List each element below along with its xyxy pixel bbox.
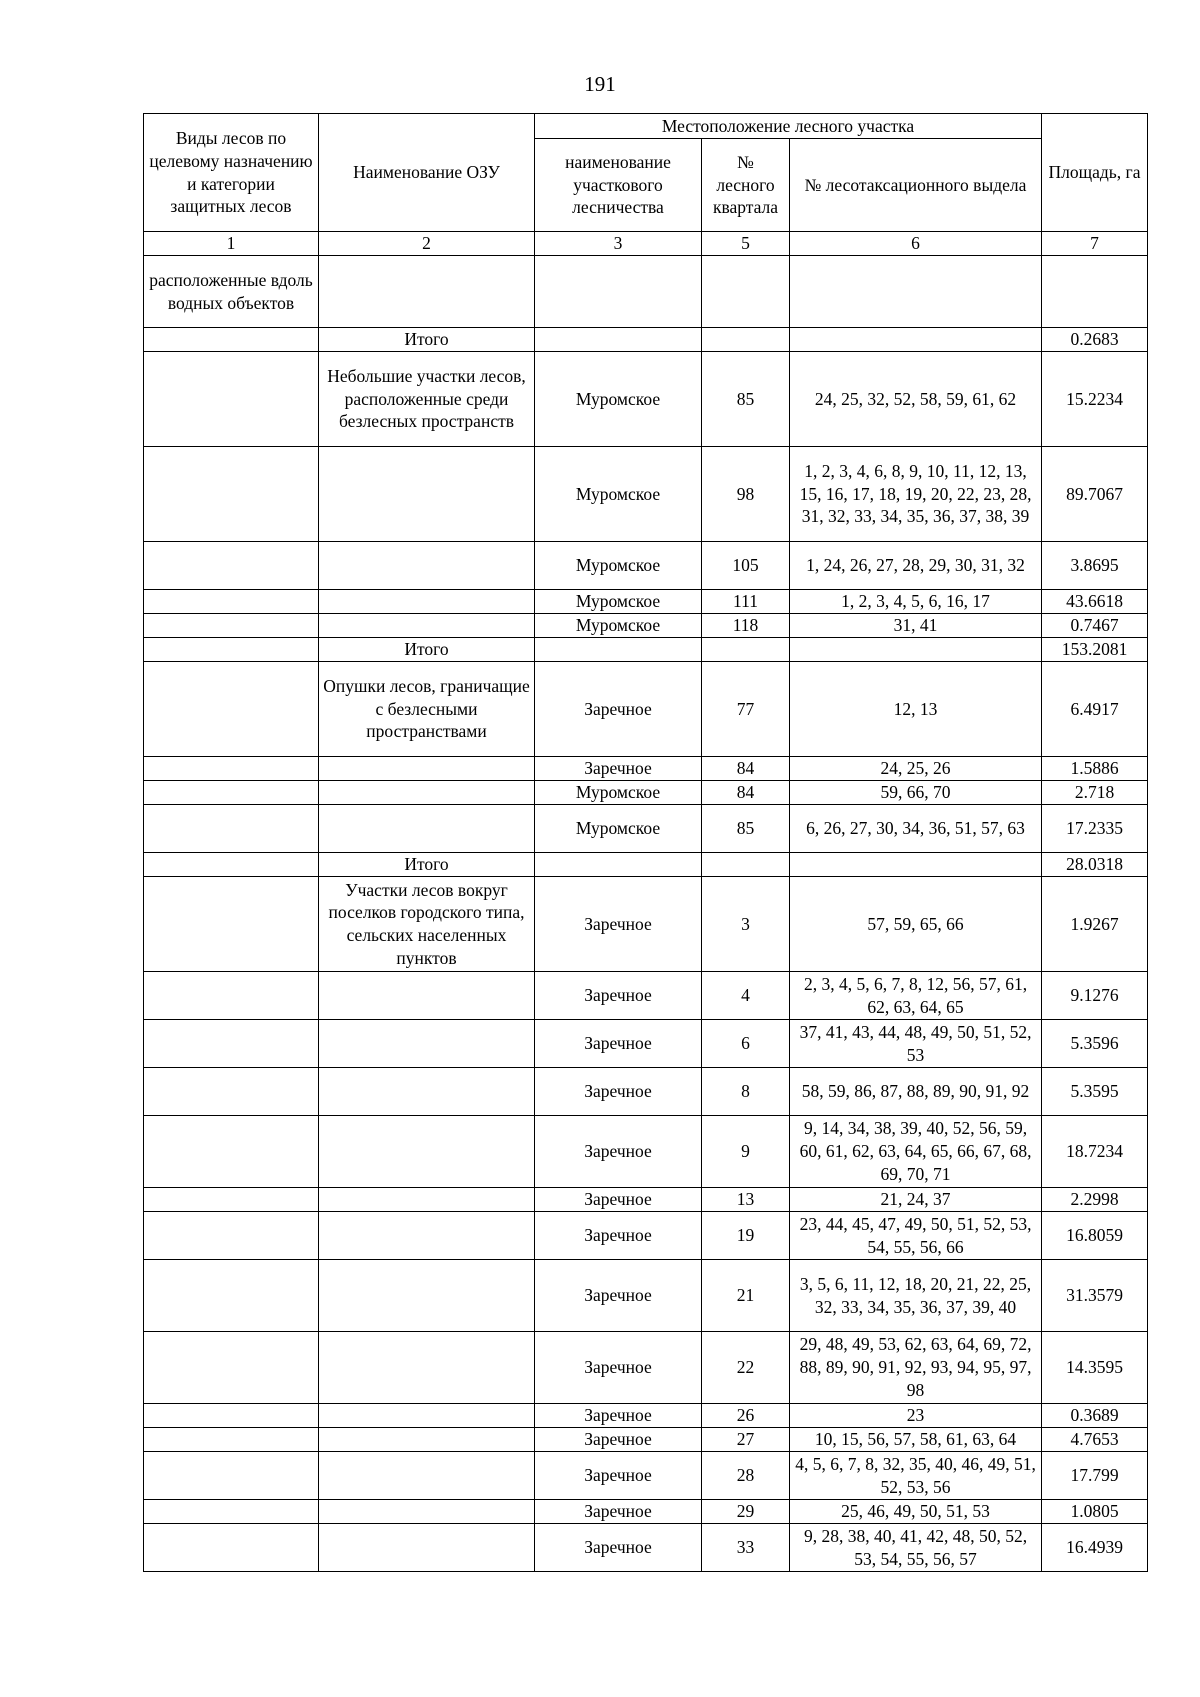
cell-quarter: 21 bbox=[702, 1260, 790, 1332]
cell-area: 0.3689 bbox=[1042, 1404, 1148, 1428]
cell-allotments: 29, 48, 49, 53, 62, 63, 64, 69, 72, 88, 89, 90, 91, 92, 93, 94, 95, 97, 98 bbox=[790, 1332, 1042, 1404]
cell-ozu-name: Опушки лесов, граничащие с безлесными пространствами bbox=[319, 662, 535, 757]
header-col-number: 2 bbox=[319, 232, 535, 256]
cell-quarter bbox=[702, 328, 790, 352]
cell-forest-type bbox=[144, 972, 319, 1020]
cell-area: 31.3579 bbox=[1042, 1260, 1148, 1332]
cell-forestry: Заречное bbox=[535, 757, 702, 781]
cell-ozu-name bbox=[319, 1524, 535, 1572]
cell-area: 0.7467 bbox=[1042, 614, 1148, 638]
cell-area: 1.9267 bbox=[1042, 877, 1148, 972]
cell-forestry: Заречное bbox=[535, 1500, 702, 1524]
cell-forestry: Заречное bbox=[535, 1116, 702, 1188]
cell-ozu-name bbox=[319, 614, 535, 638]
cell-forest-type bbox=[144, 781, 319, 805]
cell-ozu-name bbox=[319, 590, 535, 614]
cell-quarter: 33 bbox=[702, 1524, 790, 1572]
cell-ozu-name bbox=[319, 972, 535, 1020]
table-row bbox=[144, 1428, 1148, 1452]
cell-forest-type bbox=[144, 328, 319, 352]
cell-quarter: 85 bbox=[702, 805, 790, 853]
cell-quarter: 22 bbox=[702, 1332, 790, 1404]
cell-area: 1.5886 bbox=[1042, 757, 1148, 781]
cell-ozu-name bbox=[319, 256, 535, 328]
cell-allotments: 31, 41 bbox=[790, 614, 1042, 638]
table-row bbox=[144, 328, 1148, 352]
table-row bbox=[144, 590, 1148, 614]
table-row bbox=[144, 352, 1148, 447]
table-row bbox=[144, 662, 1148, 757]
table-row bbox=[144, 256, 1148, 328]
cell-area: 17.2335 bbox=[1042, 805, 1148, 853]
cell-forestry: Заречное bbox=[535, 972, 702, 1020]
cell-area: 9.1276 bbox=[1042, 972, 1148, 1020]
cell-forest-type bbox=[144, 1428, 319, 1452]
cell-forest-type bbox=[144, 805, 319, 853]
cell-allotments: 4, 5, 6, 7, 8, 32, 35, 40, 46, 49, 51, 52, 53, 56 bbox=[790, 1452, 1042, 1500]
cell-ozu-name bbox=[319, 1260, 535, 1332]
cell-area: 16.4939 bbox=[1042, 1524, 1148, 1572]
cell-forest-type bbox=[144, 1116, 319, 1188]
cell-quarter: 13 bbox=[702, 1188, 790, 1212]
cell-ozu-name bbox=[319, 1500, 535, 1524]
cell-allotments bbox=[790, 853, 1042, 877]
cell-ozu-name: Итого bbox=[319, 638, 535, 662]
table-row bbox=[144, 1260, 1148, 1332]
cell-forest-type bbox=[144, 447, 319, 542]
cell-quarter: 9 bbox=[702, 1116, 790, 1188]
cell-quarter: 19 bbox=[702, 1212, 790, 1260]
table-row bbox=[144, 877, 1148, 972]
cell-ozu-name bbox=[319, 1212, 535, 1260]
cell-area: 16.8059 bbox=[1042, 1212, 1148, 1260]
cell-ozu-name: Итого bbox=[319, 328, 535, 352]
cell-forest-type bbox=[144, 590, 319, 614]
cell-quarter bbox=[702, 256, 790, 328]
cell-allotments: 23 bbox=[790, 1404, 1042, 1428]
cell-allotments: 25, 46, 49, 50, 51, 53 bbox=[790, 1500, 1042, 1524]
cell-forest-type bbox=[144, 542, 319, 590]
cell-area: 0.2683 bbox=[1042, 328, 1148, 352]
cell-forestry: Заречное bbox=[535, 1212, 702, 1260]
cell-area: 89.7067 bbox=[1042, 447, 1148, 542]
cell-allotments: 23, 44, 45, 47, 49, 50, 51, 52, 53, 54, 55, 56, 66 bbox=[790, 1212, 1042, 1260]
cell-forest-type bbox=[144, 1500, 319, 1524]
cell-quarter: 84 bbox=[702, 757, 790, 781]
cell-forestry: Муромское bbox=[535, 590, 702, 614]
cell-area: 4.7653 bbox=[1042, 1428, 1148, 1452]
cell-forestry: Муромское bbox=[535, 542, 702, 590]
cell-allotments: 3, 5, 6, 11, 12, 18, 20, 21, 22, 25, 32, 33, 34, 35, 36, 37, 39, 40 bbox=[790, 1260, 1042, 1332]
cell-area: 5.3596 bbox=[1042, 1020, 1148, 1068]
header-location-group: Местоположение лесного участка bbox=[535, 114, 1042, 139]
cell-ozu-name: Небольшие участки лесов, расположенные среди безлесных пространств bbox=[319, 352, 535, 447]
cell-forestry: Заречное bbox=[535, 1260, 702, 1332]
cell-ozu-name bbox=[319, 1404, 535, 1428]
cell-ozu-name: Итого bbox=[319, 853, 535, 877]
cell-quarter: 118 bbox=[702, 614, 790, 638]
cell-ozu-name bbox=[319, 805, 535, 853]
cell-allotments bbox=[790, 638, 1042, 662]
cell-forestry bbox=[535, 256, 702, 328]
cell-quarter: 111 bbox=[702, 590, 790, 614]
cell-quarter: 85 bbox=[702, 352, 790, 447]
cell-forest-type bbox=[144, 1524, 319, 1572]
cell-forest-type bbox=[144, 1188, 319, 1212]
cell-ozu-name bbox=[319, 781, 535, 805]
table-row bbox=[144, 542, 1148, 590]
cell-ozu-name bbox=[319, 1116, 535, 1188]
cell-forest-type bbox=[144, 1404, 319, 1428]
cell-forestry: Заречное bbox=[535, 1332, 702, 1404]
cell-quarter: 6 bbox=[702, 1020, 790, 1068]
cell-forest-type bbox=[144, 877, 319, 972]
cell-allotments: 59, 66, 70 bbox=[790, 781, 1042, 805]
cell-area: 43.6618 bbox=[1042, 590, 1148, 614]
table-row bbox=[144, 805, 1148, 853]
cell-forestry: Заречное bbox=[535, 1020, 702, 1068]
cell-allotments: 6, 26, 27, 30, 34, 36, 51, 57, 63 bbox=[790, 805, 1042, 853]
cell-quarter: 8 bbox=[702, 1068, 790, 1116]
cell-ozu-name bbox=[319, 447, 535, 542]
cell-allotments: 1, 24, 26, 27, 28, 29, 30, 31, 32 bbox=[790, 542, 1042, 590]
cell-ozu-name bbox=[319, 1068, 535, 1116]
cell-area: 3.8695 bbox=[1042, 542, 1148, 590]
cell-area: 2.718 bbox=[1042, 781, 1148, 805]
cell-quarter: 4 bbox=[702, 972, 790, 1020]
cell-quarter: 27 bbox=[702, 1428, 790, 1452]
table-row bbox=[144, 1212, 1148, 1260]
header-col-number: 1 bbox=[144, 232, 319, 256]
table-row bbox=[144, 972, 1148, 1020]
table-row bbox=[144, 1404, 1148, 1428]
cell-quarter: 98 bbox=[702, 447, 790, 542]
cell-allotments: 57, 59, 65, 66 bbox=[790, 877, 1042, 972]
table-row bbox=[144, 1500, 1148, 1524]
cell-forest-type bbox=[144, 1068, 319, 1116]
cell-quarter: 105 bbox=[702, 542, 790, 590]
cell-ozu-name bbox=[319, 1188, 535, 1212]
cell-area: 5.3595 bbox=[1042, 1068, 1148, 1116]
cell-forest-type bbox=[144, 757, 319, 781]
cell-allotments: 21, 24, 37 bbox=[790, 1188, 1042, 1212]
cell-forest-type bbox=[144, 1332, 319, 1404]
header-ozu-name: Наименование ОЗУ bbox=[319, 114, 535, 232]
cell-allotments bbox=[790, 328, 1042, 352]
cell-allotments: 24, 25, 32, 52, 58, 59, 61, 62 bbox=[790, 352, 1042, 447]
cell-forestry: Заречное bbox=[535, 877, 702, 972]
cell-area: 1.0805 bbox=[1042, 1500, 1148, 1524]
table-row bbox=[144, 638, 1148, 662]
cell-quarter: 26 bbox=[702, 1404, 790, 1428]
cell-area: 28.0318 bbox=[1042, 853, 1148, 877]
cell-forest-type bbox=[144, 614, 319, 638]
table-row bbox=[144, 1452, 1148, 1500]
cell-forest-type: расположенные вдоль водных объектов bbox=[144, 256, 319, 328]
cell-quarter bbox=[702, 853, 790, 877]
cell-allotments: 58, 59, 86, 87, 88, 89, 90, 91, 92 bbox=[790, 1068, 1042, 1116]
cell-area: 18.7234 bbox=[1042, 1116, 1148, 1188]
cell-quarter: 77 bbox=[702, 662, 790, 757]
table-row bbox=[144, 757, 1148, 781]
cell-allotments: 9, 14, 34, 38, 39, 40, 52, 56, 59, 60, 61, 62, 63, 64, 65, 66, 67, 68, 69, 70, 71 bbox=[790, 1116, 1042, 1188]
cell-forestry: Заречное bbox=[535, 1428, 702, 1452]
cell-forestry bbox=[535, 328, 702, 352]
cell-allotments: 12, 13 bbox=[790, 662, 1042, 757]
table-row bbox=[144, 853, 1148, 877]
cell-forestry: Муромское bbox=[535, 614, 702, 638]
cell-allotments: 10, 15, 56, 57, 58, 61, 63, 64 bbox=[790, 1428, 1042, 1452]
cell-allotments: 37, 41, 43, 44, 48, 49, 50, 51, 52, 53 bbox=[790, 1020, 1042, 1068]
cell-area bbox=[1042, 256, 1148, 328]
table-row bbox=[144, 1524, 1148, 1572]
table-row bbox=[144, 1020, 1148, 1068]
cell-forest-type bbox=[144, 1452, 319, 1500]
cell-quarter bbox=[702, 638, 790, 662]
header-col-number: 3 bbox=[535, 232, 702, 256]
cell-area: 2.2998 bbox=[1042, 1188, 1148, 1212]
forest-plots-table bbox=[143, 113, 1148, 1572]
cell-forestry: Заречное bbox=[535, 1404, 702, 1428]
cell-forest-type bbox=[144, 1020, 319, 1068]
table-row bbox=[144, 1332, 1148, 1404]
cell-forest-type bbox=[144, 1212, 319, 1260]
cell-allotments: 1, 2, 3, 4, 6, 8, 9, 10, 11, 12, 13, 15, 16, 17, 18, 19, 20, 22, 23, 28, 31, 32, 33, 34, 35, 36, 37, 38, 39 bbox=[790, 447, 1042, 542]
cell-area: 153.2081 bbox=[1042, 638, 1148, 662]
cell-forestry: Муромское bbox=[535, 781, 702, 805]
cell-forest-type bbox=[144, 853, 319, 877]
cell-ozu-name bbox=[319, 1428, 535, 1452]
cell-area: 17.799 bbox=[1042, 1452, 1148, 1500]
header-col-number: 6 bbox=[790, 232, 1042, 256]
cell-quarter: 28 bbox=[702, 1452, 790, 1500]
cell-allotments: 2, 3, 4, 5, 6, 7, 8, 12, 56, 57, 61, 62, 63, 64, 65 bbox=[790, 972, 1042, 1020]
table-row bbox=[144, 447, 1148, 542]
cell-forestry: Заречное bbox=[535, 662, 702, 757]
cell-area: 14.3595 bbox=[1042, 1332, 1148, 1404]
cell-ozu-name bbox=[319, 1020, 535, 1068]
table-row bbox=[144, 1116, 1148, 1188]
cell-area: 6.4917 bbox=[1042, 662, 1148, 757]
header-quarter-number: № лесного квартала bbox=[702, 139, 790, 232]
header-allotment-number: № лесотаксационного выдела bbox=[790, 139, 1042, 232]
table-row bbox=[144, 781, 1148, 805]
cell-ozu-name: Участки лесов вокруг поселков городского типа, сельских населенных пунктов bbox=[319, 877, 535, 972]
cell-forestry: Заречное bbox=[535, 1068, 702, 1116]
header-area: Площадь, га bbox=[1042, 114, 1148, 232]
cell-forest-type bbox=[144, 638, 319, 662]
cell-quarter: 3 bbox=[702, 877, 790, 972]
cell-forestry: Муромское bbox=[535, 447, 702, 542]
cell-forestry: Муромское bbox=[535, 352, 702, 447]
header-col-number: 7 bbox=[1042, 232, 1148, 256]
cell-ozu-name bbox=[319, 542, 535, 590]
cell-forestry bbox=[535, 638, 702, 662]
header-col-number: 5 bbox=[702, 232, 790, 256]
cell-allotments: 24, 25, 26 bbox=[790, 757, 1042, 781]
cell-forest-type bbox=[144, 1260, 319, 1332]
cell-area: 15.2234 bbox=[1042, 352, 1148, 447]
cell-forestry bbox=[535, 853, 702, 877]
cell-allotments: 9, 28, 38, 40, 41, 42, 48, 50, 52, 53, 54, 55, 56, 57 bbox=[790, 1524, 1042, 1572]
table-row bbox=[144, 1068, 1148, 1116]
cell-forestry: Заречное bbox=[535, 1452, 702, 1500]
cell-ozu-name bbox=[319, 757, 535, 781]
cell-quarter: 29 bbox=[702, 1500, 790, 1524]
cell-forestry: Заречное bbox=[535, 1188, 702, 1212]
table-row bbox=[144, 614, 1148, 638]
cell-allotments bbox=[790, 256, 1042, 328]
header-forestry-name: наименование участкового лесничества bbox=[535, 139, 702, 232]
cell-ozu-name bbox=[319, 1452, 535, 1500]
cell-quarter: 84 bbox=[702, 781, 790, 805]
cell-ozu-name bbox=[319, 1332, 535, 1404]
cell-forest-type bbox=[144, 662, 319, 757]
header-forest-type: Виды лесов по целевому назначению и категории защитных лесов bbox=[144, 114, 319, 232]
table-row bbox=[144, 1188, 1148, 1212]
cell-forest-type bbox=[144, 352, 319, 447]
cell-forestry: Заречное bbox=[535, 1524, 702, 1572]
page-number: 191 bbox=[584, 72, 616, 96]
cell-forestry: Муромское bbox=[535, 805, 702, 853]
cell-allotments: 1, 2, 3, 4, 5, 6, 16, 17 bbox=[790, 590, 1042, 614]
